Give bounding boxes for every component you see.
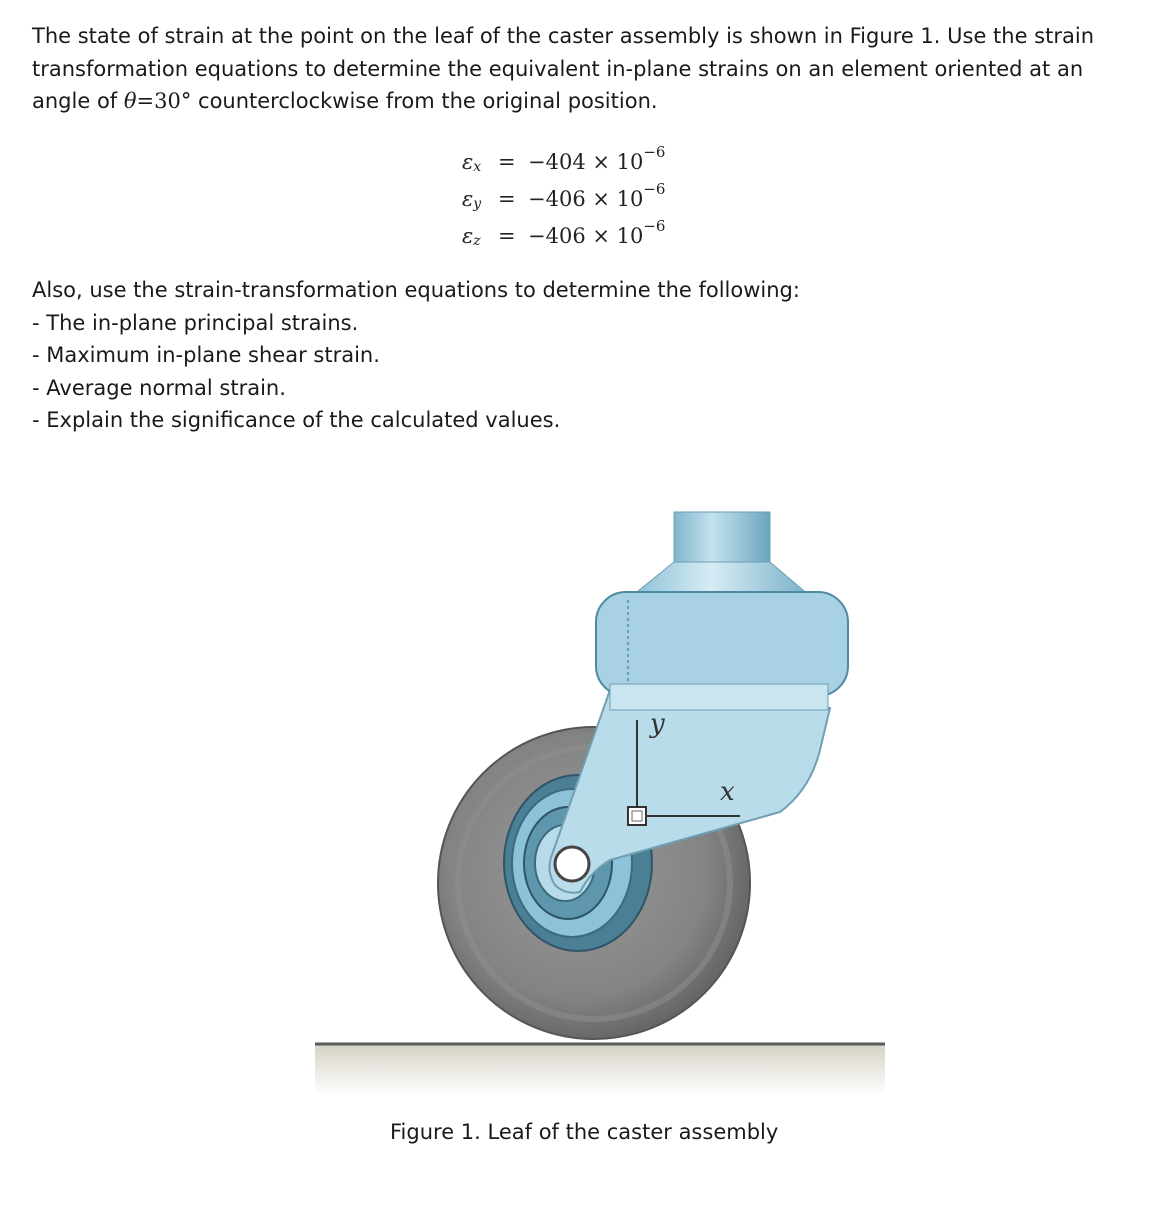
housing-band xyxy=(610,684,828,710)
axis-x-label: x xyxy=(720,777,735,807)
equation-value: $-404 \times 10^{-6}$ xyxy=(528,143,666,174)
task-lead: Also, use the strain-transformation equations to determine the following: xyxy=(32,278,800,302)
equals-sign: = xyxy=(498,187,516,211)
equation-value: $-406 \times 10^{-6}$ xyxy=(528,217,666,248)
problem-statement xyxy=(32,20,1142,118)
theta-symbol: θ xyxy=(123,89,137,113)
equation-epsilon-z xyxy=(460,217,760,257)
theta-value: =30° xyxy=(136,89,192,113)
equals-sign: = xyxy=(498,224,516,248)
equation-symbol: $\varepsilon_y$ xyxy=(462,187,482,212)
intro-text: The state of strain at the point on the leaf of the caster assembly is shown in Figure 1. Use the strain transformation equations to determine the equivalent in-plane strains on an element oriented at an angle of xyxy=(32,24,1094,113)
stem-tube xyxy=(674,512,770,564)
axle-hole xyxy=(555,847,589,881)
equation-epsilon-y xyxy=(460,180,760,220)
ground-surface xyxy=(315,1045,885,1095)
task-item: - The in-plane principal strains. xyxy=(32,310,359,335)
swivel-housing xyxy=(596,592,848,696)
stem-cone xyxy=(632,562,810,596)
intro-text-end: counterclockwise from the original position. xyxy=(191,89,658,113)
caster-figure xyxy=(310,500,910,1100)
task-item: - Average normal strain. xyxy=(32,375,286,400)
equation-value: $-406 \times 10^{-6}$ xyxy=(528,180,666,211)
strain-equations xyxy=(460,143,760,257)
task-item: - Maximum in-plane shear strain. xyxy=(32,343,380,367)
equation-epsilon-x xyxy=(460,143,760,183)
equals-sign: = xyxy=(498,150,516,174)
equation-symbol: $\varepsilon_x$ xyxy=(462,150,482,175)
equation-symbol: $\varepsilon_z$ xyxy=(462,224,481,249)
figure-caption: Figure 1. Leaf of the caster assembly xyxy=(390,1120,779,1144)
axis-y-label: y xyxy=(650,709,665,739)
task-list xyxy=(32,274,1142,437)
task-item: - Explain the significance of the calculated values. xyxy=(32,408,561,432)
strain-element xyxy=(628,807,646,825)
